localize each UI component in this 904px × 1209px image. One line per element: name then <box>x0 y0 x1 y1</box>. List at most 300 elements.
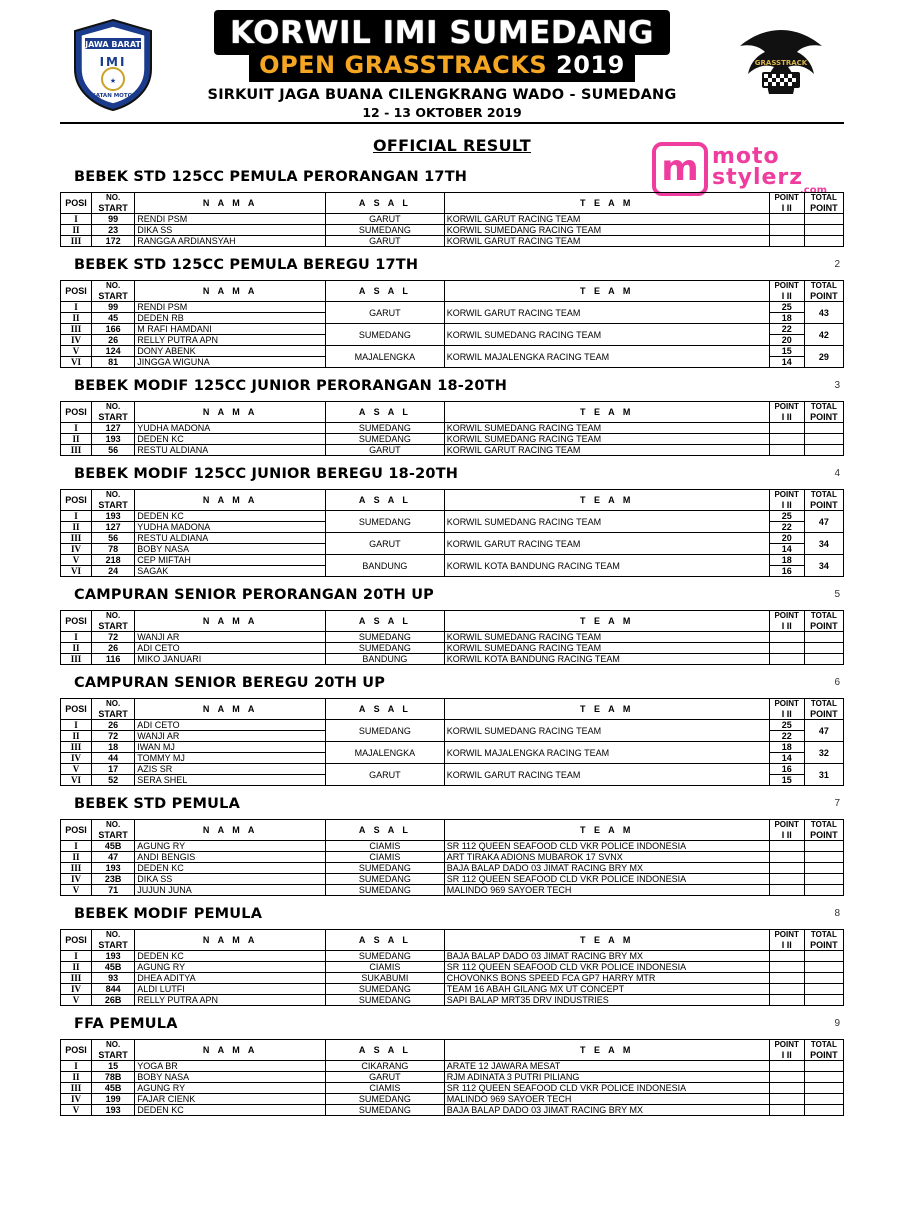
table-row <box>61 1083 844 1094</box>
table-header-row <box>61 930 844 951</box>
section-index: 5 <box>834 589 840 600</box>
col-header-pos: POSI <box>61 699 92 720</box>
result-section <box>60 466 844 577</box>
col-header-pos: POSI <box>61 611 92 632</box>
cell-total-point <box>804 973 843 984</box>
svg-text:GRASSTRACK: GRASSTRACK <box>754 59 808 67</box>
cell-team: KORWIL SUMEDANG RACING TEAM <box>444 324 769 346</box>
section-index: 3 <box>834 380 840 391</box>
cell-name: SAGAK <box>135 566 326 577</box>
cell-start-no: 99 <box>91 302 134 313</box>
col-header-point: POINT I II <box>769 1040 804 1061</box>
cell-total-point: 32 <box>804 742 843 764</box>
cell-point <box>769 1083 804 1094</box>
cell-origin: SUMEDANG <box>326 225 445 236</box>
cell-team: KORWIL GARUT RACING TEAM <box>444 764 769 786</box>
cell-team: RJM ADINATA 3 PUTRI PILIANG <box>444 1072 769 1083</box>
table-row <box>61 984 844 995</box>
table-row <box>61 951 844 962</box>
cell-total-point <box>804 643 843 654</box>
cell-position: II <box>61 313 92 324</box>
col-header-team: T E A M <box>444 611 769 632</box>
cell-total-point: 34 <box>804 533 843 555</box>
cell-position: VI <box>61 775 92 786</box>
cell-team: SR 112 QUEEN SEAFOOD CLD VKR POLICE INDONESIA <box>444 962 769 973</box>
col-header-point: POINT I II <box>769 402 804 423</box>
table-row <box>61 973 844 984</box>
cell-origin: SUMEDANG <box>326 643 445 654</box>
cell-position: III <box>61 654 92 665</box>
cell-team: KORWIL SUMEDANG RACING TEAM <box>444 511 769 533</box>
cell-start-no: 172 <box>91 236 134 247</box>
cell-total-point <box>804 852 843 863</box>
cell-point <box>769 434 804 445</box>
cell-point: 25 <box>769 720 804 731</box>
cell-team: ART TIRAKA ADIONS MUBAROK 17 SVNX <box>444 852 769 863</box>
table-header-row <box>61 611 844 632</box>
col-header-point: POINT I II <box>769 820 804 841</box>
cell-point: 18 <box>769 313 804 324</box>
section-title: BEBEK STD 125CC PEMULA PERORANGAN 17TH <box>74 169 468 185</box>
cell-start-no: 56 <box>91 445 134 456</box>
cell-origin: SUMEDANG <box>326 632 445 643</box>
cell-start-no: 26 <box>91 643 134 654</box>
cell-start-no: 26 <box>91 335 134 346</box>
cell-team: KORWIL GARUT RACING TEAM <box>444 533 769 555</box>
cell-origin: MAJALENGKA <box>326 742 445 764</box>
cell-start-no: 127 <box>91 423 134 434</box>
cell-origin: GARUT <box>326 214 445 225</box>
cell-point <box>769 841 804 852</box>
col-header-asal: A S A L <box>326 402 445 423</box>
cell-name: DONY ABENK <box>135 346 326 357</box>
cell-total-point: 47 <box>804 720 843 742</box>
watermark-line2: stylerz <box>712 165 804 190</box>
col-header-total: TOTAL POINT <box>804 1040 843 1061</box>
table-row <box>61 555 844 566</box>
col-header-total: TOTAL POINT <box>804 699 843 720</box>
cell-total-point <box>804 874 843 885</box>
cell-team: TEAM 16 ABAH GILANG MX UT CONCEPT <box>444 984 769 995</box>
cell-total-point: 47 <box>804 511 843 533</box>
watermark-line3: .com <box>800 185 828 196</box>
col-header-team: T E A M <box>444 402 769 423</box>
table-row <box>61 214 844 225</box>
result-table <box>60 192 844 247</box>
col-header-pos: POSI <box>61 1040 92 1061</box>
cell-start-no: 45B <box>91 841 134 852</box>
col-header-team: T E A M <box>444 930 769 951</box>
cell-name: AGUNG RY <box>135 1083 326 1094</box>
table-row <box>61 654 844 665</box>
header-title-block <box>158 10 726 119</box>
section-title: BEBEK STD PEMULA <box>74 796 241 812</box>
cell-name: IWAN MJ <box>135 742 326 753</box>
cell-name: RELLY PUTRA APN <box>135 995 326 1006</box>
cell-total-point <box>804 214 843 225</box>
cell-total-point: 31 <box>804 764 843 786</box>
cell-start-no: 116 <box>91 654 134 665</box>
col-header-no: NO. START <box>91 402 134 423</box>
result-sections <box>60 169 844 1116</box>
section-title: FFA PEMULA <box>74 1016 178 1032</box>
cell-position: I <box>61 214 92 225</box>
cell-total-point <box>804 1061 843 1072</box>
cell-point: 18 <box>769 742 804 753</box>
cell-point: 15 <box>769 775 804 786</box>
cell-point: 20 <box>769 533 804 544</box>
cell-start-no: 93 <box>91 973 134 984</box>
cell-team: KORWIL SUMEDANG RACING TEAM <box>444 632 769 643</box>
cell-start-no: 127 <box>91 522 134 533</box>
cell-team: SAPI BALAP MRT35 DRV INDUSTRIES <box>444 995 769 1006</box>
cell-start-no: 193 <box>91 434 134 445</box>
cell-position: III <box>61 742 92 753</box>
cell-position: II <box>61 852 92 863</box>
cell-position: IV <box>61 1094 92 1105</box>
cell-point: 22 <box>769 522 804 533</box>
table-header-row <box>61 281 844 302</box>
col-header-nama: N A M A <box>135 611 326 632</box>
table-row <box>61 863 844 874</box>
cell-start-no: 78 <box>91 544 134 555</box>
cell-origin: SUMEDANG <box>326 1094 445 1105</box>
cell-position: I <box>61 1061 92 1072</box>
cell-point: 16 <box>769 764 804 775</box>
result-table <box>60 1039 844 1116</box>
cell-start-no: 72 <box>91 731 134 742</box>
cell-position: III <box>61 236 92 247</box>
cell-name: DEDEN RB <box>135 313 326 324</box>
cell-name: ALDI LUTFI <box>135 984 326 995</box>
cell-origin: GARUT <box>326 764 445 786</box>
cell-team: KORWIL MAJALENGKA RACING TEAM <box>444 346 769 368</box>
col-header-nama: N A M A <box>135 193 326 214</box>
cell-start-no: 193 <box>91 511 134 522</box>
cell-point <box>769 852 804 863</box>
col-header-total: TOTAL POINT <box>804 930 843 951</box>
col-header-team: T E A M <box>444 281 769 302</box>
cell-start-no: 18 <box>91 742 134 753</box>
col-header-nama: N A M A <box>135 699 326 720</box>
col-header-total: TOTAL POINT <box>804 611 843 632</box>
col-header-no: NO. START <box>91 1040 134 1061</box>
cell-position: VI <box>61 566 92 577</box>
col-header-no: NO. START <box>91 611 134 632</box>
cell-start-no: 44 <box>91 753 134 764</box>
cell-position: IV <box>61 335 92 346</box>
cell-point: 14 <box>769 544 804 555</box>
cell-start-no: 56 <box>91 533 134 544</box>
col-header-asal: A S A L <box>326 699 445 720</box>
cell-team: KORWIL SUMEDANG RACING TEAM <box>444 643 769 654</box>
cell-origin: CIAMIS <box>326 841 445 852</box>
grasstrack-eagle-logo <box>726 22 836 108</box>
cell-start-no: 72 <box>91 632 134 643</box>
col-header-asal: A S A L <box>326 611 445 632</box>
cell-point <box>769 885 804 896</box>
cell-name: AZIS SR <box>135 764 326 775</box>
cell-total-point: 43 <box>804 302 843 324</box>
col-header-nama: N A M A <box>135 930 326 951</box>
cell-origin: CIKARANG <box>326 1061 445 1072</box>
section-title: BEBEK STD 125CC PEMULA BEREGU 17TH <box>74 257 419 273</box>
col-header-no: NO. START <box>91 699 134 720</box>
col-header-nama: N A M A <box>135 1040 326 1061</box>
cell-name: DEDEN KC <box>135 951 326 962</box>
cell-point <box>769 1072 804 1083</box>
col-header-asal: A S A L <box>326 820 445 841</box>
result-section <box>60 257 844 368</box>
cell-position: I <box>61 302 92 313</box>
table-header-row <box>61 193 844 214</box>
cell-start-no: 26B <box>91 995 134 1006</box>
svg-text:IKATAN MOTOR: IKATAN MOTOR <box>89 93 137 99</box>
cell-position: III <box>61 973 92 984</box>
result-table <box>60 610 844 665</box>
col-header-total: TOTAL POINT <box>804 820 843 841</box>
table-header-row <box>61 490 844 511</box>
col-header-no: NO. START <box>91 193 134 214</box>
cell-point: 14 <box>769 357 804 368</box>
cell-point <box>769 874 804 885</box>
cell-start-no: 166 <box>91 324 134 335</box>
cell-position: V <box>61 885 92 896</box>
cell-start-no: 99 <box>91 214 134 225</box>
cell-team: BAJA BALAP DADO 03 JIMAT RACING BRY MX <box>444 951 769 962</box>
cell-point <box>769 632 804 643</box>
cell-name: DEDEN KC <box>135 1105 326 1116</box>
cell-total-point: 34 <box>804 555 843 577</box>
cell-team: KORWIL GARUT RACING TEAM <box>444 302 769 324</box>
section-index: 8 <box>834 908 840 919</box>
cell-total-point <box>804 1083 843 1094</box>
section-index: 2 <box>834 259 840 270</box>
cell-total-point <box>804 885 843 896</box>
table-row <box>61 445 844 456</box>
cell-position: I <box>61 632 92 643</box>
cell-point: 15 <box>769 346 804 357</box>
cell-start-no: 193 <box>91 1105 134 1116</box>
svg-text:JAWA BARAT: JAWA BARAT <box>85 40 141 49</box>
event-subtitle-band <box>249 53 635 81</box>
table-row <box>61 225 844 236</box>
cell-position: II <box>61 731 92 742</box>
cell-origin: SUMEDANG <box>326 423 445 434</box>
cell-start-no: 45B <box>91 962 134 973</box>
col-header-asal: A S A L <box>326 281 445 302</box>
cell-team: CHOVONKS BONS SPEED FCA GP7 HARRY MTR <box>444 973 769 984</box>
col-header-total: TOTAL POINT <box>804 402 843 423</box>
cell-name: WANJI AR <box>135 632 326 643</box>
cell-position: III <box>61 445 92 456</box>
cell-name: TOMMY MJ <box>135 753 326 764</box>
cell-point: 16 <box>769 566 804 577</box>
cell-start-no: 17 <box>91 764 134 775</box>
event-title-grasstracks: OPEN GRASSTRACKS <box>259 51 548 80</box>
cell-team: KORWIL SUMEDANG RACING TEAM <box>444 423 769 434</box>
cell-start-no: 45B <box>91 1083 134 1094</box>
result-section <box>60 587 844 665</box>
table-row <box>61 742 844 753</box>
cell-start-no: 193 <box>91 863 134 874</box>
cell-position: III <box>61 863 92 874</box>
document-header <box>60 0 844 118</box>
cell-name: ADI CETO <box>135 720 326 731</box>
cell-origin: BANDUNG <box>326 555 445 577</box>
cell-total-point <box>804 1072 843 1083</box>
cell-total-point <box>804 951 843 962</box>
col-header-nama: N A M A <box>135 281 326 302</box>
table-header-row <box>61 699 844 720</box>
table-row <box>61 1094 844 1105</box>
section-title: BEBEK MODIF 125CC JUNIOR PERORANGAN 18-20TH <box>74 378 508 394</box>
cell-position: V <box>61 555 92 566</box>
cell-start-no: 23 <box>91 225 134 236</box>
table-row <box>61 962 844 973</box>
cell-point <box>769 1061 804 1072</box>
event-title-line1: KORWIL IMI SUMEDANG <box>230 15 654 52</box>
cell-origin: SUMEDANG <box>326 984 445 995</box>
cell-total-point <box>804 984 843 995</box>
cell-team: KORWIL GARUT RACING TEAM <box>444 214 769 225</box>
result-table <box>60 489 844 577</box>
table-row <box>61 885 844 896</box>
cell-point <box>769 445 804 456</box>
cell-name: DIKA SS <box>135 874 326 885</box>
cell-point <box>769 973 804 984</box>
col-header-point: POINT I II <box>769 490 804 511</box>
table-row <box>61 434 844 445</box>
col-header-pos: POSI <box>61 820 92 841</box>
cell-name: M RAFI HAMDANI <box>135 324 326 335</box>
result-section <box>60 1016 844 1116</box>
cell-start-no: 52 <box>91 775 134 786</box>
cell-start-no: 23B <box>91 874 134 885</box>
cell-name: RESTU ALDIANA <box>135 445 326 456</box>
cell-point <box>769 214 804 225</box>
cell-position: III <box>61 1083 92 1094</box>
result-table <box>60 401 844 456</box>
cell-position: III <box>61 533 92 544</box>
col-header-asal: A S A L <box>326 193 445 214</box>
col-header-team: T E A M <box>444 699 769 720</box>
cell-point <box>769 236 804 247</box>
cell-position: IV <box>61 753 92 764</box>
cell-position: II <box>61 1072 92 1083</box>
cell-name: YUDHA MADONA <box>135 423 326 434</box>
cell-origin: SUMEDANG <box>326 863 445 874</box>
table-row <box>61 643 844 654</box>
section-index: 6 <box>834 677 840 688</box>
cell-origin: CIAMIS <box>326 852 445 863</box>
cell-team: KORWIL MAJALENGKA RACING TEAM <box>444 742 769 764</box>
cell-name: CEP MIFTAH <box>135 555 326 566</box>
col-header-point: POINT I II <box>769 281 804 302</box>
cell-point <box>769 995 804 1006</box>
table-row <box>61 302 844 313</box>
cell-point <box>769 423 804 434</box>
cell-total-point: 29 <box>804 346 843 368</box>
cell-position: IV <box>61 874 92 885</box>
cell-point <box>769 643 804 654</box>
result-table <box>60 698 844 786</box>
table-row <box>61 720 844 731</box>
cell-position: IV <box>61 984 92 995</box>
cell-name: DHEA ADITYA <box>135 973 326 984</box>
watermark-line1: moto <box>712 144 780 169</box>
jawa-barat-imi-shield-logo <box>68 17 158 113</box>
cell-point: 20 <box>769 335 804 346</box>
col-header-team: T E A M <box>444 490 769 511</box>
table-row <box>61 1061 844 1072</box>
cell-position: I <box>61 511 92 522</box>
cell-team: ARATE 12 JAWARA MESAT <box>444 1061 769 1072</box>
cell-position: II <box>61 962 92 973</box>
cell-start-no: 124 <box>91 346 134 357</box>
cell-team: SR 112 QUEEN SEAFOOD CLD VKR POLICE INDONESIA <box>444 1083 769 1094</box>
cell-name: YUDHA MADONA <box>135 522 326 533</box>
cell-name: ANDI BENGIS <box>135 852 326 863</box>
cell-origin: SUMEDANG <box>326 511 445 533</box>
col-header-team: T E A M <box>444 193 769 214</box>
cell-position: II <box>61 643 92 654</box>
cell-team: KORWIL GARUT RACING TEAM <box>444 236 769 247</box>
cell-position: II <box>61 225 92 236</box>
cell-name: WANJI AR <box>135 731 326 742</box>
section-title: BEBEK MODIF PEMULA <box>74 906 263 922</box>
cell-point <box>769 225 804 236</box>
cell-start-no: 24 <box>91 566 134 577</box>
cell-point <box>769 1105 804 1116</box>
col-header-total: TOTAL POINT <box>804 193 843 214</box>
cell-name: DEDEN KC <box>135 511 326 522</box>
cell-position: II <box>61 522 92 533</box>
cell-position: II <box>61 434 92 445</box>
cell-start-no: 218 <box>91 555 134 566</box>
cell-team: KORWIL KOTA BANDUNG RACING TEAM <box>444 555 769 577</box>
col-header-asal: A S A L <box>326 1040 445 1061</box>
col-header-asal: A S A L <box>326 930 445 951</box>
section-index: 4 <box>834 468 840 479</box>
col-header-pos: POSI <box>61 402 92 423</box>
col-header-nama: N A M A <box>135 820 326 841</box>
cell-name: AGUNG RY <box>135 841 326 852</box>
cell-origin: SUMEDANG <box>326 951 445 962</box>
section-index: 9 <box>834 1018 840 1029</box>
cell-point: 22 <box>769 731 804 742</box>
cell-position: V <box>61 346 92 357</box>
table-row <box>61 632 844 643</box>
event-date: 12 - 13 OKTOBER 2019 <box>362 104 522 120</box>
cell-position: V <box>61 1105 92 1116</box>
col-header-no: NO. START <box>91 820 134 841</box>
cell-start-no: 47 <box>91 852 134 863</box>
table-row <box>61 236 844 247</box>
col-header-point: POINT I II <box>769 611 804 632</box>
col-header-point: POINT I II <box>769 930 804 951</box>
cell-point <box>769 863 804 874</box>
table-row <box>61 423 844 434</box>
cell-name: RELLY PUTRA APN <box>135 335 326 346</box>
cell-team: KORWIL SUMEDANG RACING TEAM <box>444 434 769 445</box>
cell-point <box>769 984 804 995</box>
result-section <box>60 169 844 247</box>
cell-point <box>769 962 804 973</box>
cell-origin: CIAMIS <box>326 962 445 973</box>
cell-total-point <box>804 841 843 852</box>
cell-total-point <box>804 236 843 247</box>
